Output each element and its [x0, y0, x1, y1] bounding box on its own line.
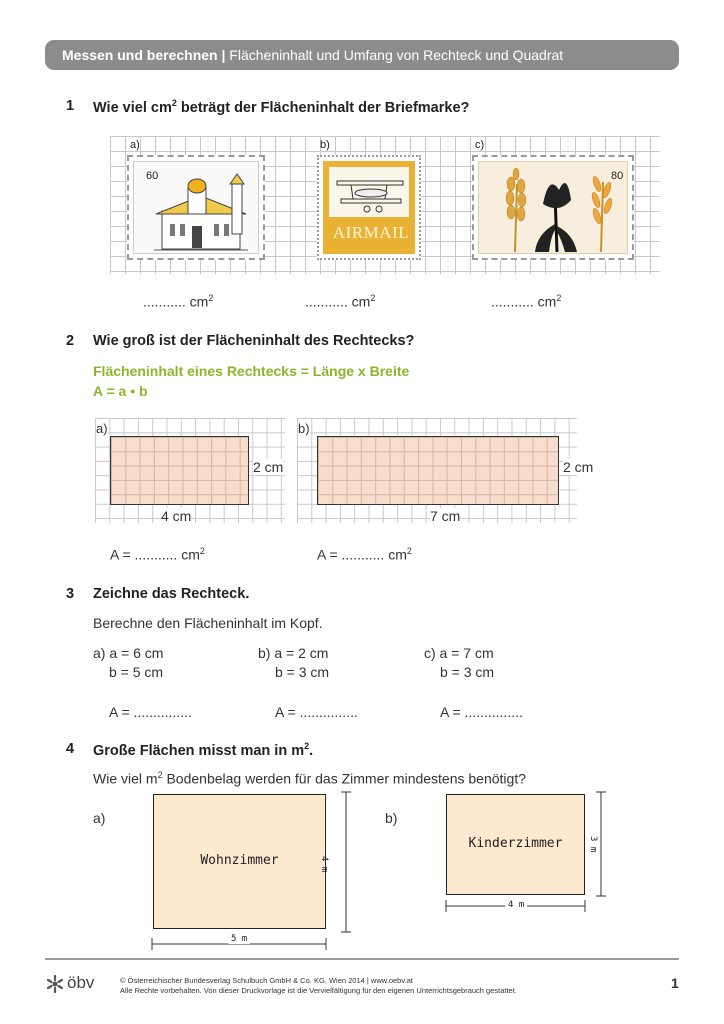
q2-formula-short: A = a • b	[93, 383, 148, 399]
q3-item-c-b: b = 3 cm	[440, 664, 495, 680]
q4-number: 4	[66, 741, 75, 757]
q1-number: 1	[66, 98, 75, 114]
room-a-label: a)	[93, 810, 106, 826]
q2-title: Wie groß ist der Flächeninhalt des Rechtecks?	[93, 333, 415, 349]
stamp-a-value: 60	[146, 170, 159, 182]
stamp-c	[472, 155, 634, 260]
q4-title: Große Flächen misst man in $m^2$.	[93, 741, 314, 759]
stamp-c-value: 80	[611, 170, 624, 182]
rect-a-label: a)	[96, 421, 108, 436]
header-title-rest: Flächeninhalt und Umfang von Rechteck und Quadrat	[225, 47, 564, 63]
q3-item-b-a: b) a = 2 cm	[258, 645, 329, 661]
room-a-name: Wohnzimmer	[200, 853, 279, 868]
q3-answer-c[interactable]: A = ...............	[440, 704, 523, 720]
room-b-height: 3 m	[588, 836, 598, 853]
q3-number: 3	[66, 586, 75, 602]
room-b-label: b)	[385, 810, 398, 826]
page-number: 1	[671, 975, 679, 991]
footer-copyright: © Österreichischer Bundesverlag Schulbuch GmbH & Co. KG, Wien 2014 | www.oebv.at	[120, 976, 413, 985]
stamp-b	[317, 155, 421, 260]
q2-answer-b[interactable]: A = ........... $cm^2$	[317, 546, 412, 563]
stamp-a	[127, 155, 265, 260]
rect-a-width: 4 cm	[161, 508, 192, 524]
q1-answer-b[interactable]: ........... $cm^2$	[305, 293, 376, 310]
q2-formula: Flächeninhalt eines Rechtecks = Länge x Breite	[93, 363, 410, 379]
stamp-a-label: a)	[130, 139, 140, 151]
q1-answer-c[interactable]: ........... $cm^2$	[491, 293, 562, 310]
church-illustration	[144, 166, 256, 254]
room-b-name: Kinderzimmer	[468, 836, 563, 851]
header-bar	[45, 40, 679, 70]
rect-b-label: b)	[298, 421, 310, 436]
header-title-bold: Messen und berechnen |	[62, 47, 226, 63]
airmail-text: AIRMAIL	[332, 223, 410, 242]
rect-b-width: 7 cm	[430, 508, 461, 524]
room-a-height: 4 m	[319, 856, 329, 873]
room-b-width: 4 m	[505, 900, 527, 910]
q3-answer-a[interactable]: A = ...............	[109, 704, 192, 720]
q3-intro: Berechne den Flächeninhalt im Kopf.	[93, 615, 323, 631]
q1-title: Wie viel $cm^2$ beträgt der Flächeninhalt der Briefmarke?	[93, 98, 470, 116]
q2-number: 2	[66, 333, 75, 349]
biplane-icon	[331, 171, 409, 215]
q2-answer-a[interactable]: A = ........... $cm^2$	[110, 546, 205, 563]
room-a-width: 5 m	[228, 934, 250, 944]
publisher-logo-icon	[45, 975, 65, 993]
footer-divider	[45, 958, 679, 960]
q3-item-c-a: c) a = 7 cm	[424, 645, 494, 661]
flowers-illustration	[493, 164, 623, 254]
stamp-b-label: b)	[320, 139, 330, 151]
stamp-c-label: c)	[475, 139, 485, 151]
q3-item-b-b: b = 3 cm	[275, 664, 330, 680]
publisher-logo-text: öbv	[67, 973, 95, 992]
rect-a-height: 2 cm	[253, 459, 284, 475]
q1-answer-a[interactable]: ........... $cm^2$	[143, 293, 214, 310]
q4-intro: Wie viel $m^2$ Bodenbelag werden für das Zimmer mindestens benötigt?	[93, 770, 527, 787]
q3-title: Zeichne das Rechteck.	[93, 586, 250, 602]
q3-item-a-a: a) a = 6 cm	[93, 645, 164, 661]
rect-a	[110, 436, 249, 505]
q3-item-a-b: b = 5 cm	[109, 664, 164, 680]
rect-b	[317, 436, 559, 505]
footer-rights: Alle Rechte vorbehalten. Von dieser Druckvorlage ist die Vervielfältigung für den eigenen Unterrichtsgebrauch gestattet.	[120, 986, 517, 995]
rect-b-height: 2 cm	[563, 459, 594, 475]
q3-answer-b[interactable]: A = ...............	[275, 704, 358, 720]
